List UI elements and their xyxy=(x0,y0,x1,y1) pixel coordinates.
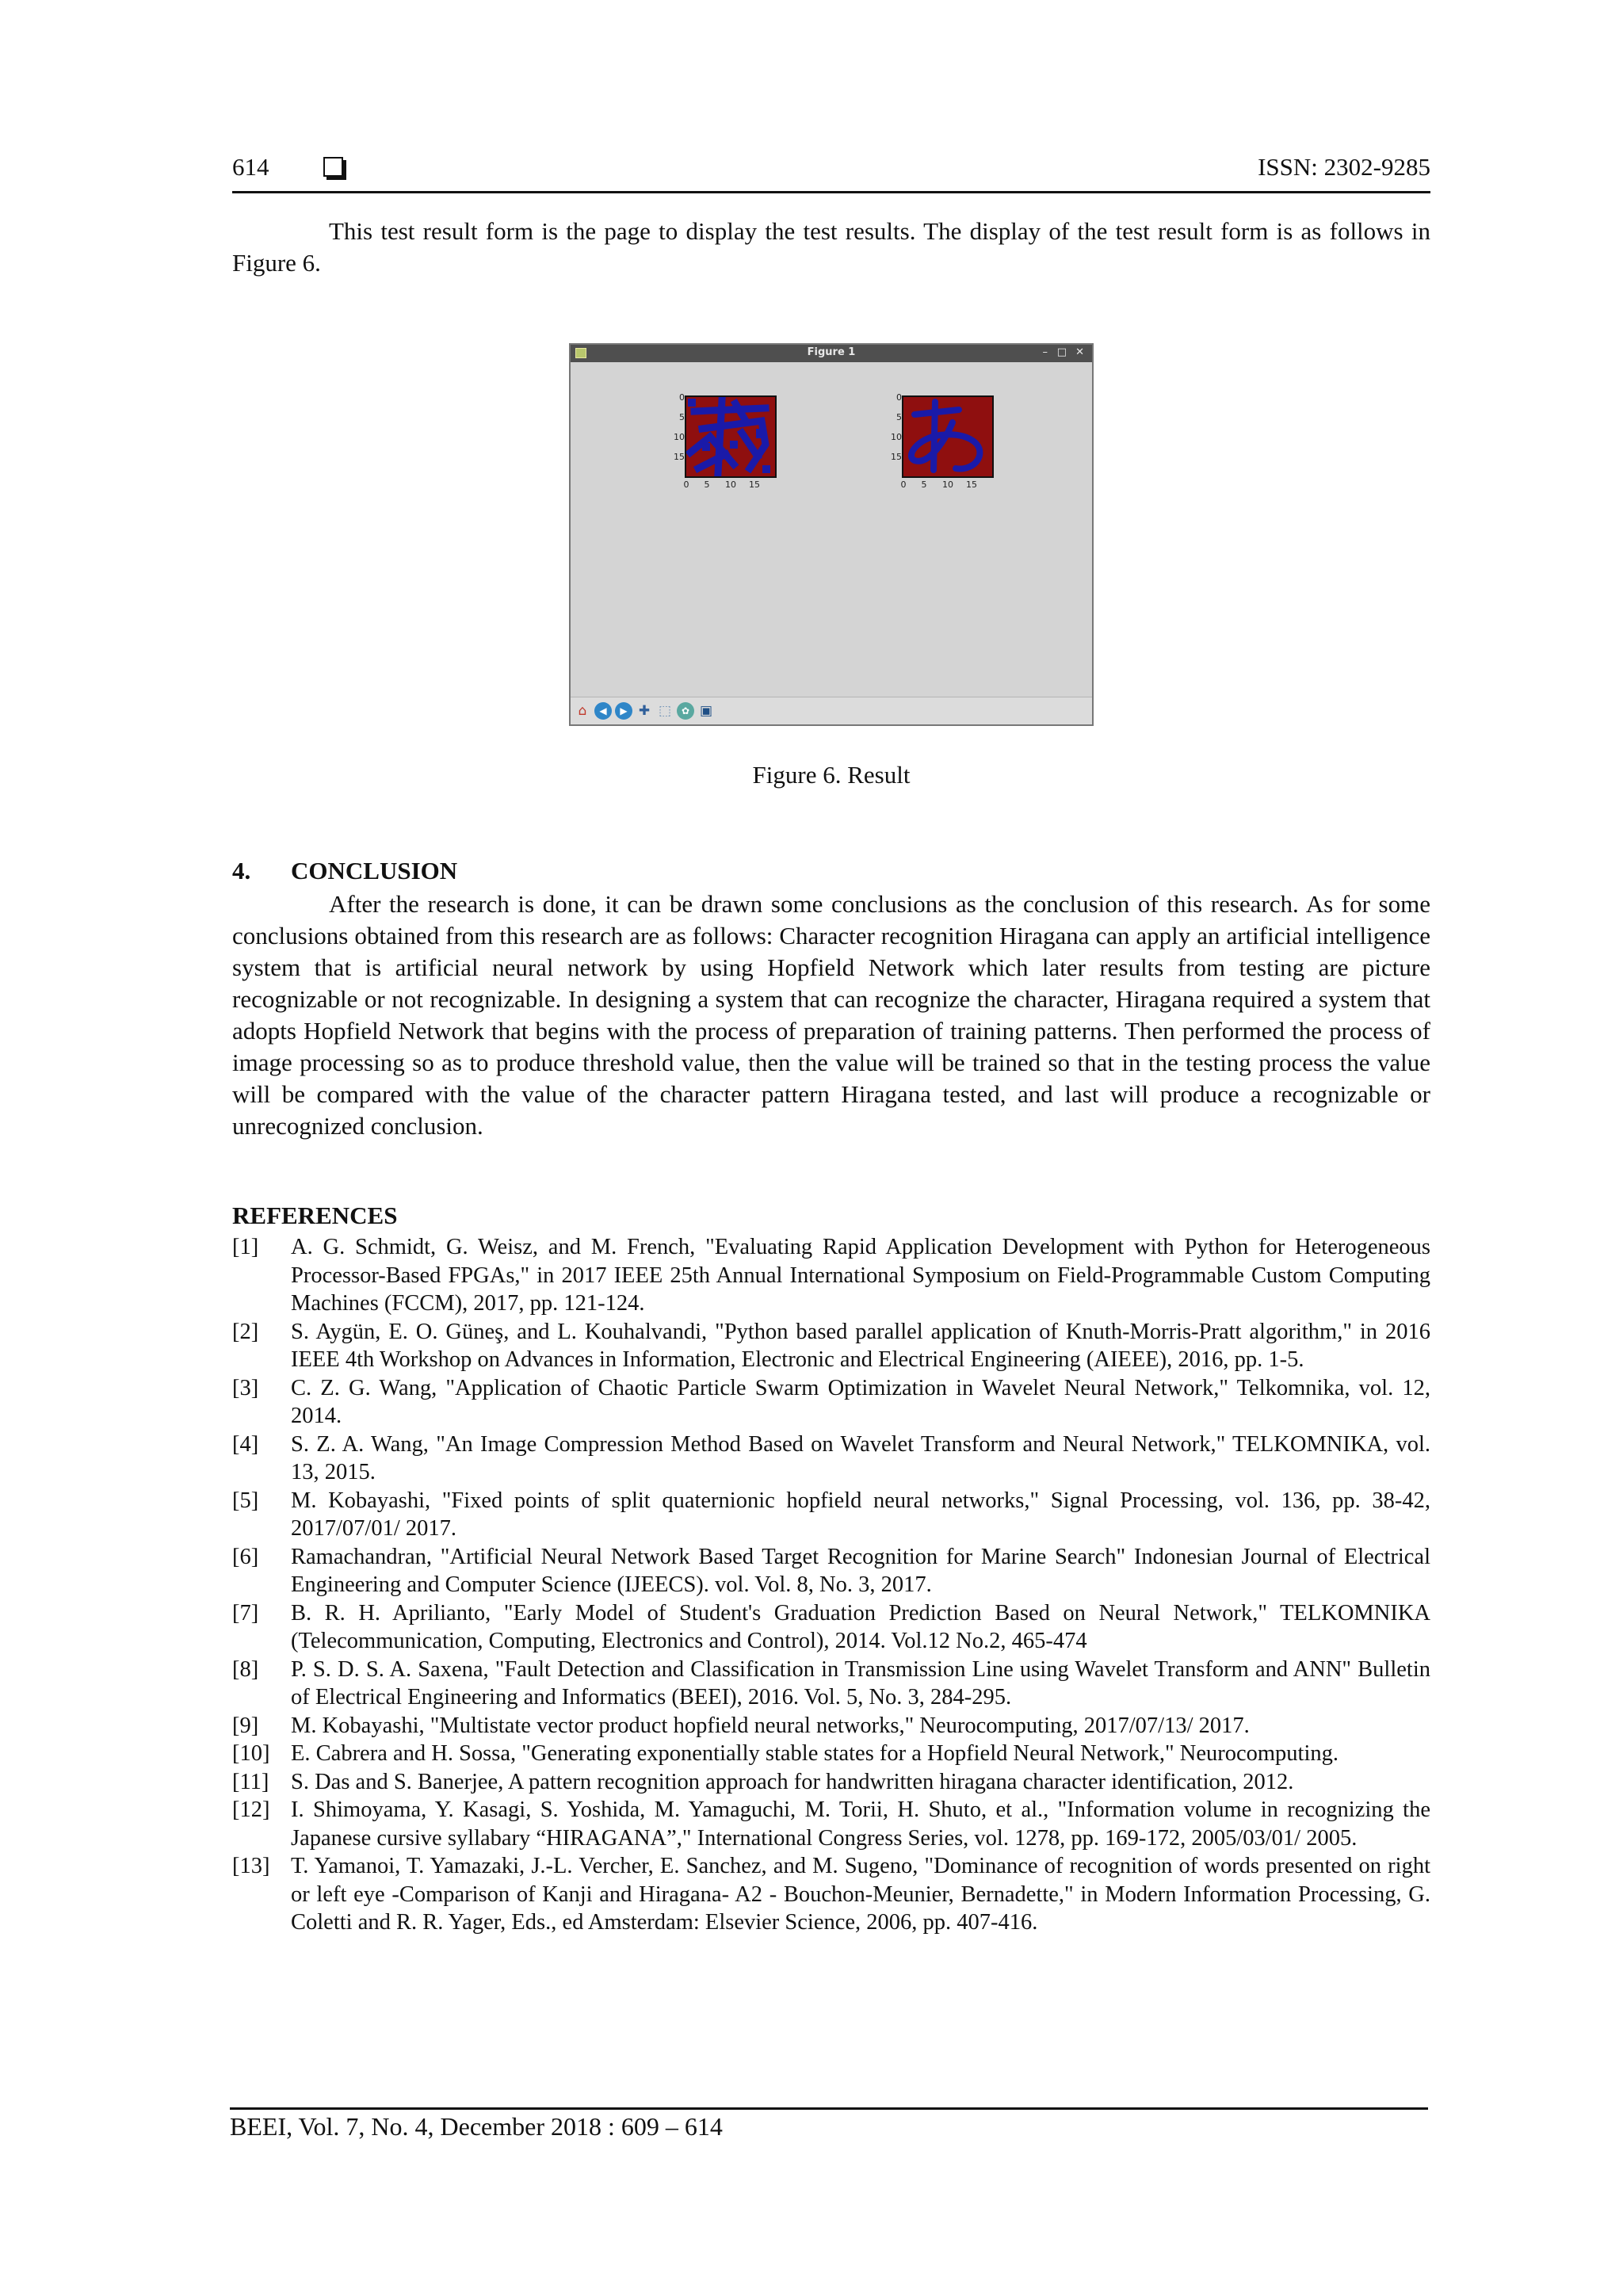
reference-item xyxy=(232,1599,1430,1656)
reference-text: M. Kobayashi, "Multistate vector product hopfield neural networks," Neurocomputing, 2017/07/13/ 2017. xyxy=(291,1713,1250,1738)
section-number: 4. xyxy=(232,857,251,884)
x-tick-label: 5 xyxy=(921,479,927,490)
zoom-icon[interactable]: ⬚ xyxy=(658,703,672,719)
reference-number: [9] xyxy=(232,1713,259,1738)
figure-window xyxy=(569,343,1094,726)
recognized-pattern-plot xyxy=(902,395,994,478)
maximize-icon[interactable]: □ xyxy=(1056,346,1067,358)
reference-item xyxy=(232,1656,1430,1712)
reference-number: [5] xyxy=(232,1488,259,1513)
reference-text: A. G. Schmidt, G. Weisz, and M. French, "Evaluating Rapid Application Development with Python for Heterogeneous Processor-Based FPGAs," in 2017 IEEE 25th Annual International Symposium on Field-Programmable Custom Computing Machines (FCCM), 2017, pp. 121-124. xyxy=(291,1235,1430,1316)
reference-item xyxy=(232,1768,1430,1797)
reference-text: S. Aygün, E. O. Güneş, and L. Kouhalvandi, "Python based parallel application of Knuth-Morris-Pratt algorithm," in 2016 IEEE 4th Workshop on Advances in Information, Electronic and Electrical Engineering (AIEEE), 2016, pp. 1-5. xyxy=(291,1319,1430,1372)
close-icon[interactable]: ✕ xyxy=(1075,346,1084,358)
figure-window-title: Figure 1 xyxy=(807,346,856,358)
x-tick-label: 0 xyxy=(683,479,689,490)
reference-item xyxy=(232,1318,1430,1374)
save-icon[interactable]: ▣ xyxy=(699,703,713,719)
footer-divider xyxy=(230,2107,1428,2110)
footer-citation: BEEI, Vol. 7, No. 4, December 2018 : 609 – 614 xyxy=(230,2112,723,2141)
x-tick-label: 15 xyxy=(749,479,760,490)
section-title: CONCLUSION xyxy=(291,857,458,884)
reference-number: [13] xyxy=(232,1854,270,1878)
y-tick-label: 15 xyxy=(891,452,902,462)
references-list xyxy=(232,1233,1430,1937)
reference-item xyxy=(232,1796,1430,1852)
reference-text: M. Kobayashi, "Fixed points of split quaternionic hopfield neural networks," Signal Processing, vol. 136, pp. 38-42, 2017/07/01/ 2017. xyxy=(291,1488,1430,1541)
header-divider xyxy=(232,191,1430,193)
reference-number: [7] xyxy=(232,1600,259,1626)
reference-text: E. Cabrera and H. Sossa, "Generating exponentially stable states for a Hopfield Neural Network," Neurocomputing. xyxy=(291,1741,1339,1766)
reference-item xyxy=(232,1852,1430,1937)
reference-number: [3] xyxy=(232,1375,259,1400)
reference-text: T. Yamanoi, T. Yamazaki, J.-L. Vercher, E. Sanchez, and M. Sugeno, "Dominance of recognition of words presented on right or left eye -Comparison of Kanji and Hiragana- A2 - Bouchon-Meunier, Bernadette," in Modern Information Processing, G. Coletti and R. R. Yager, Eds., ed Amsterdam: Elsevier Science, 2006, pp. 407-416. xyxy=(291,1854,1430,1935)
figure-toolbar xyxy=(571,697,1092,724)
reference-text: S. Das and S. Banerjee, A pattern recognition approach for handwritten hiragana character identification, 2012. xyxy=(291,1769,1294,1794)
y-tick-label: 5 xyxy=(679,412,685,422)
y-tick-label: 0 xyxy=(896,392,902,403)
reference-text: Ramachandran, "Artificial Neural Network Based Target Recognition for Marine Search" Indonesian Journal of Electrical Engineering and Computer Science (IJEECS). vol. Vol. 8, No. 3, 2017. xyxy=(291,1544,1430,1597)
recognized-pattern-image xyxy=(903,397,992,476)
reference-text: S. Z. A. Wang, "An Image Compression Method Based on Wavelet Transform and Neural Network," TELKOMNIKA, vol. 13, 2015. xyxy=(291,1431,1430,1484)
y-tick-label: 5 xyxy=(896,412,902,422)
y-tick-label: 15 xyxy=(674,452,685,462)
header-square-icon xyxy=(323,157,343,177)
input-pattern-image xyxy=(686,397,775,476)
x-tick-label: 0 xyxy=(900,479,907,490)
figure-caption: Figure 6. Result xyxy=(752,761,911,789)
x-tick-label: 10 xyxy=(725,479,736,490)
reference-text: B. R. H. Aprilianto, "Early Model of Student's Graduation Prediction Based on Neural Network," TELKOMNIKA (Telecommunication, Computing, Electronics and Control), 2014. Vol.12 No.2, 465-474 xyxy=(291,1600,1430,1653)
x-tick-label: 15 xyxy=(966,479,977,490)
pan-icon[interactable]: ✚ xyxy=(638,703,651,719)
back-icon[interactable]: ◀ xyxy=(594,702,612,720)
reference-item xyxy=(232,1374,1430,1431)
issn-label: ISSN: 2302-9285 xyxy=(1258,153,1430,181)
reference-number: [6] xyxy=(232,1544,259,1569)
reference-number: [1] xyxy=(232,1235,259,1259)
input-pattern-plot xyxy=(685,395,777,478)
minimize-icon[interactable]: – xyxy=(1042,346,1048,358)
reference-item xyxy=(232,1233,1430,1318)
reference-number: [12] xyxy=(232,1797,270,1822)
reference-number: [2] xyxy=(232,1319,259,1344)
home-icon[interactable]: ⌂ xyxy=(578,703,587,719)
reference-item xyxy=(232,1740,1430,1768)
y-tick-label: 0 xyxy=(679,392,685,403)
x-tick-label: 5 xyxy=(704,479,710,490)
y-tick-label: 10 xyxy=(891,432,902,442)
configure-icon[interactable]: ✿ xyxy=(677,702,694,720)
references-heading: REFERENCES xyxy=(232,1201,398,1229)
reference-item xyxy=(232,1712,1430,1740)
page-number: 614 xyxy=(232,153,269,181)
figure-titlebar xyxy=(571,345,1092,362)
reference-number: [8] xyxy=(232,1656,259,1682)
reference-item xyxy=(232,1543,1430,1599)
reference-text: C. Z. G. Wang, "Application of Chaotic Particle Swarm Optimization in Wavelet Neural Network," Telkomnika, vol. 12, 2014. xyxy=(291,1375,1430,1428)
conclusion-paragraph: After the research is done, it can be drawn some conclusions as the conclusion of this research. As for some conclusions obtained from this research are as follows: Character recognition Hiragana can apply an artificial intelligence system that is artificial neural network by using Hopfield Network which later results from testing are picture recognizable or not recognizable. In designing a system that can recognize the character, Hiragana required a system that adopts Hopfield Network that begins with the process of preparation of training patterns. Then performed the process of image processing so as to produce threshold value, then the value will be trained so that in the testing process the value will be compared with the value of the character pattern Hiragana tested, and last will produce a recognizable or unrecognized conclusion. xyxy=(232,890,1430,1140)
reference-number: [10] xyxy=(232,1741,270,1766)
reference-number: [4] xyxy=(232,1431,259,1457)
reference-text: P. S. D. S. A. Saxena, "Fault Detection and Classification in Transmission Line using Wavelet Transform and ANN" Bulletin of Electrical Engineering and Informatics (BEEI), 2016. Vol. 5, No. 3, 284-295. xyxy=(291,1656,1430,1710)
reference-item xyxy=(232,1487,1430,1543)
forward-icon[interactable]: ▶ xyxy=(615,702,632,720)
reference-item xyxy=(232,1431,1430,1487)
reference-text: I. Shimoyama, Y. Kasagi, S. Yoshida, M. Yamaguchi, M. Torii, H. Shuto, et al., "Information volume in recognizing the Japanese cursive syllabary “HIRAGANA”," International Congress Series, vol. 1278, pp. 169-172, 2005/03/01/ 2005. xyxy=(291,1797,1430,1851)
y-tick-label: 10 xyxy=(674,432,685,442)
intro-paragraph: This test result form is the page to display the test results. The display of the test result form is as follows in Figure 6. xyxy=(232,217,1430,277)
reference-number: [11] xyxy=(232,1769,269,1794)
x-tick-label: 10 xyxy=(942,479,953,490)
